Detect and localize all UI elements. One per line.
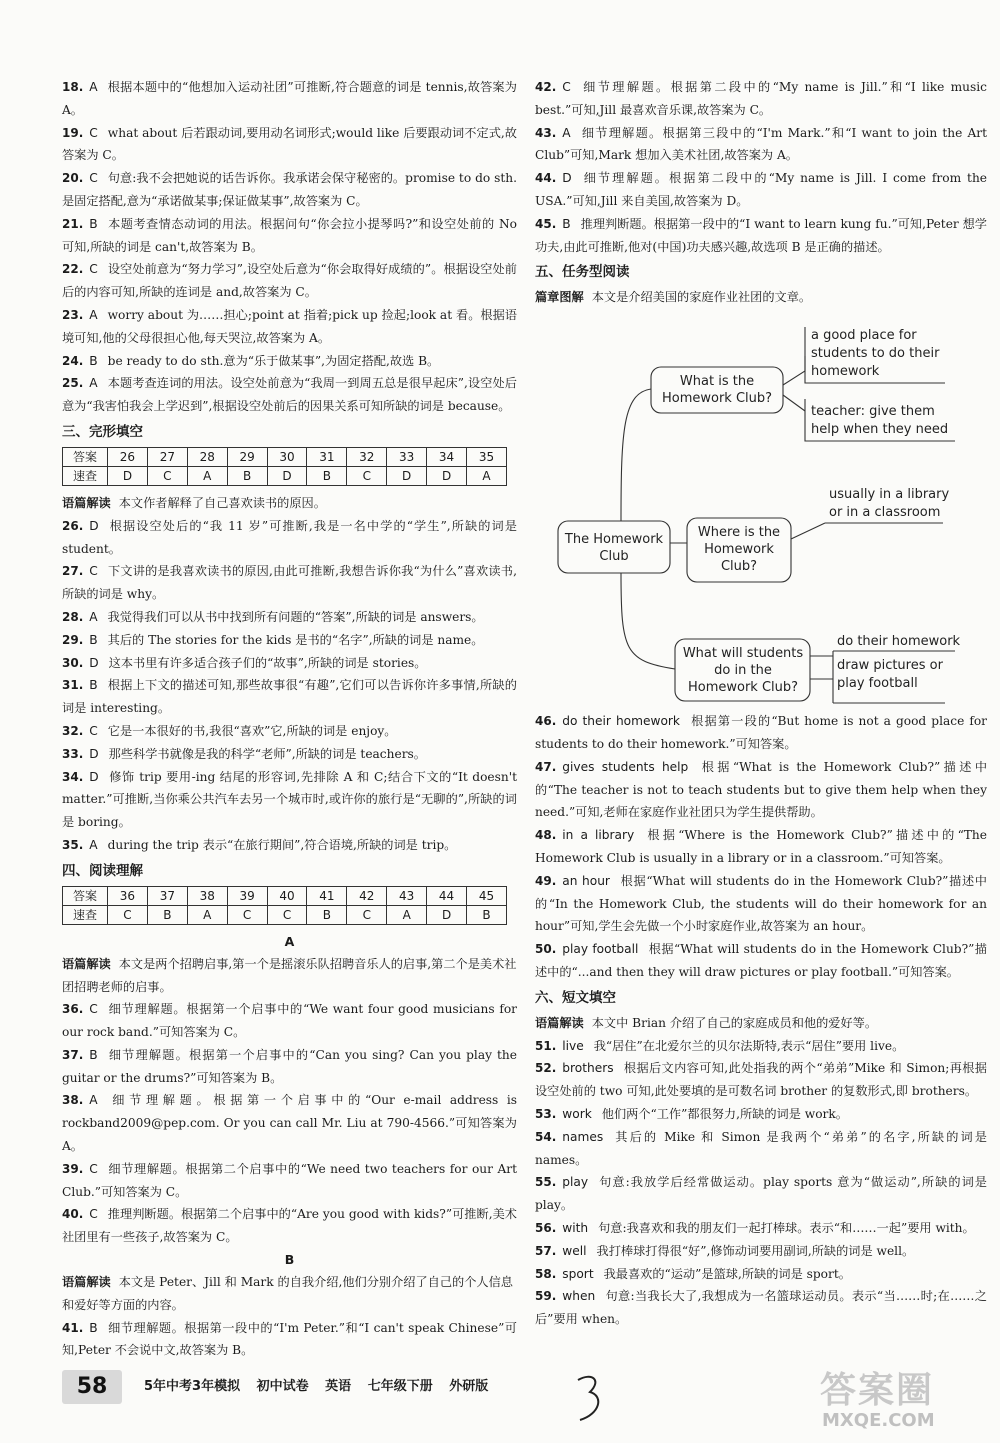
answer-item [62, 743, 517, 766]
question-number: 30. [62, 655, 84, 670]
answer-choice: B [562, 216, 571, 231]
mind-map [535, 311, 987, 706]
passage-summary [62, 492, 517, 515]
answer-choice: B [89, 353, 98, 368]
explanation-text: 我打棒球打得很“好”,修饰动词要用副词,所缺的词是 well。 [596, 1243, 915, 1258]
table-cell: A [187, 905, 227, 924]
question-number: 58. [535, 1266, 557, 1281]
answer-choice: B [89, 1320, 98, 1335]
table-cell: 41 [307, 886, 347, 905]
answer-choice: C [89, 1161, 98, 1176]
answer-item [535, 1263, 987, 1286]
answer-choice: A [89, 609, 98, 624]
answer-item [62, 652, 517, 675]
table-cell: 36 [108, 886, 148, 905]
table-cell: A [187, 466, 227, 485]
explanation-text: 推理判断题。根据第二个启事中的“Are you good with kids?”可推断,美术社团里有一些孩子,故答案为 C。 [62, 1207, 517, 1245]
answer-item [62, 1044, 517, 1090]
answer-item [535, 756, 987, 824]
answer-choice: C [89, 1207, 98, 1222]
question-number: 53. [535, 1106, 557, 1121]
table-cell: B [307, 905, 347, 924]
book-series: 初中试卷 [256, 1379, 309, 1394]
answer-choice: A [89, 80, 98, 94]
question-number: 59. [535, 1289, 557, 1304]
answer-choice: C [89, 171, 98, 186]
answer-item [535, 122, 987, 168]
answer-list [535, 1035, 987, 1331]
mind-map-question: What will students do in the Homework Club? [682, 646, 804, 696]
section-title-cloze: 三、完形填空 [62, 423, 143, 440]
mind-map-question: Where is the Homework Club? [697, 525, 781, 575]
answer-choice: an hour [562, 873, 610, 888]
table-cell: 42 [347, 886, 387, 905]
answer-item [62, 606, 517, 629]
answer-choice: live [562, 1038, 584, 1053]
answer-choice: C [89, 262, 98, 277]
mind-map-branch-line [621, 389, 651, 521]
explanation-text: 句意:我不会把她说的话告诉你。我承诺会保守秘密的。promise to do sth.是固定搭配,意为“承诺做某事;保证做某事”,故答案为 C。 [62, 171, 517, 208]
table-cell: C [147, 466, 187, 485]
explanation-text: 这本书里有许多适合孩子们的“故事”,所缺的词是 stories。 [108, 655, 427, 670]
table-cell: 31 [307, 447, 347, 466]
page-number: 58 [62, 1370, 122, 1404]
explanation-text: 句意:我喜欢和我的朋友们一起打棒球。表示“和……一起”要用 with。 [598, 1220, 975, 1235]
question-number: 46. [535, 714, 557, 729]
watermark-logo [820, 1362, 990, 1438]
answer-choice: B [89, 1047, 98, 1062]
question-number: 50. [535, 942, 557, 957]
answer-item [62, 1317, 517, 1363]
explanation-text: 我“居住”在北爱尔兰的贝尔法斯特,表示“居住”要用 live。 [593, 1038, 905, 1053]
explanation-text: 细节理解题。根据第一个启事中的“Can you sing? Can you play the guitar or the drums?”可知答案为 B。 [62, 1047, 517, 1085]
explanation-text: 细节理解题。根据第一个启事中的“Our e-mail address is rockband2009@pep.com. Or you can call Mr. Liu at 790-4566.”可知答案为 A。 [62, 1093, 517, 1154]
table-cell: C [347, 466, 387, 485]
answer-item [62, 629, 517, 652]
answer-item [62, 213, 517, 259]
summary-label: 语篇解读 [535, 1015, 584, 1030]
answer-choice: sport [562, 1266, 594, 1281]
explanation-text: worry about 为……担心;point at 指着;pick up 捡起;look at 看。根据语境可知,他的父母很担心他,每天哭泣,故答案为 A。 [62, 307, 517, 345]
answer-item [62, 674, 517, 720]
question-number: 48. [535, 828, 557, 843]
question-number: 52. [535, 1061, 557, 1076]
question-number: 28. [62, 609, 84, 624]
table-cell: 29 [227, 447, 267, 466]
answer-choice: play football [562, 942, 639, 957]
table-cell: C [267, 905, 307, 924]
explanation-text: 根据本题中的“他想加入运动社团”可推断,符合题意的词是 tennis,故答案为 A。 [62, 80, 517, 117]
mind-map-answer-line [791, 523, 825, 539]
explanation-text: 他们两个“工作”都很努力,所缺的词是 work。 [601, 1106, 848, 1121]
explanation-text: 句意:当我长大了,我想成为一名篮球运动员。表示“当……时;在……之后”要用 when。 [535, 1289, 987, 1327]
answer-choice: C [562, 80, 571, 94]
answer-choice: well [562, 1243, 587, 1258]
table-header-answer: 答案 [63, 886, 108, 905]
summary-text: 本文是两个招聘启事,第一个是摇滚乐队招聘音乐人的启事,第二个是美术社团招聘老师的启事。 [62, 956, 517, 994]
answer-choice: work [562, 1106, 592, 1121]
question-number: 19. [62, 125, 84, 140]
answer-item [535, 870, 987, 938]
question-number: 49. [535, 873, 557, 888]
table-header-quick: 速查 [63, 466, 108, 485]
answer-item [535, 1035, 987, 1058]
table-cell: A [467, 466, 507, 485]
answer-item [62, 167, 517, 213]
handwritten-mark-icon [570, 1370, 610, 1430]
table-cell: 43 [387, 886, 427, 905]
answer-choice: brothers [562, 1061, 614, 1076]
passage-letter-a: A [284, 933, 295, 949]
table-cell: 44 [427, 886, 467, 905]
answer-item [535, 1240, 987, 1263]
answer-item [535, 1057, 987, 1103]
explanation-text: 其后的 The stories for the kids 是书的“名字”,所缺的词是 name。 [107, 632, 484, 647]
table-cell: B [467, 905, 507, 924]
question-number: 55. [535, 1175, 557, 1190]
mind-map-center: The Homework Club [564, 532, 664, 565]
passage-letter-b: B [284, 1252, 295, 1268]
table-cell: 40 [267, 886, 307, 905]
mind-map-question: What is the Homework Club? [661, 374, 773, 407]
summary-text: 本文作者解释了自己喜欢读书的原因。 [118, 495, 326, 510]
answer-item [535, 1217, 987, 1240]
table-cell: D [427, 905, 467, 924]
answer-choice: when [562, 1289, 596, 1304]
answer-choice: play [562, 1175, 589, 1190]
table-cell: B [227, 466, 267, 485]
explanation-text: 细节理解题。根据第一个启事中的“We want four good musicians for our rock band.”可知答案为 C。 [62, 1002, 517, 1040]
question-number: 47. [535, 759, 557, 774]
passage-summary [535, 286, 987, 309]
answer-choice: do their homework [562, 714, 680, 729]
answer-item [62, 560, 517, 606]
left-column [62, 76, 517, 1362]
mind-map-answer-line [783, 356, 805, 385]
answer-item [62, 1158, 517, 1204]
answer-item [62, 1089, 517, 1157]
table-cell: 27 [147, 447, 187, 466]
explanation-text: during the trip 表示“在旅行期间”,符合语境,所缺的词是 trip。 [107, 837, 457, 852]
table-cell: C [227, 905, 267, 924]
answer-choice: C [89, 1002, 98, 1017]
answer-item [62, 76, 517, 122]
table-cell: 33 [387, 447, 427, 466]
page-footer [62, 1370, 582, 1404]
question-number: 34. [62, 769, 84, 784]
explanation-text: 它是一本很好的书,我很“喜欢”它,所缺的词是 enjoy。 [107, 723, 397, 738]
question-number: 41. [62, 1320, 84, 1335]
question-number: 37. [62, 1047, 84, 1062]
answer-item [62, 258, 517, 304]
table-cell: 45 [467, 886, 507, 905]
answer-table-cloze [62, 447, 507, 486]
question-number: 25. [62, 376, 84, 391]
section-title-task-reading: 五、任务型阅读 [535, 264, 630, 281]
table-header-answer: 答案 [63, 447, 108, 466]
explanation-text: 下文讲的是我喜欢读书的原因,由此可推断,我想告诉你我“为什么”喜欢读书,所缺的词是 why。 [62, 564, 517, 602]
question-number: 40. [62, 1207, 84, 1222]
explanation-text: 细节理解题。根据第二段中的“My name is Jill.”和“I like music best.”可知,Jill 最喜欢音乐课,故答案为 C。 [535, 80, 987, 117]
answer-item [535, 76, 987, 122]
answer-choice: gives students help [562, 759, 689, 774]
answer-table-reading [62, 886, 507, 925]
table-cell: 30 [267, 447, 307, 466]
answer-choice: A [89, 307, 98, 322]
table-cell: D [427, 466, 467, 485]
question-number: 36. [62, 1002, 84, 1017]
table-cell: 34 [427, 447, 467, 466]
answer-item [62, 372, 517, 418]
question-number: 42. [535, 80, 557, 94]
question-number: 27. [62, 564, 84, 579]
answer-choice: A [89, 376, 98, 391]
table-cell: 28 [187, 447, 227, 466]
explanation-text: 本题考查情态动词的用法。根据问句“你会拉小提琴吗?”和设空处前的 No 可知,所缺的词是 can't,故答案为 B。 [62, 216, 517, 254]
table-cell: D [267, 466, 307, 485]
question-number: 21. [62, 216, 84, 231]
answer-item [62, 515, 517, 561]
table-cell: C [108, 905, 148, 924]
answer-list [535, 76, 987, 258]
answer-list [535, 710, 987, 984]
explanation-text: 其后的 Mike 和 Simon 是我两个“弟弟”的名字,所缺的词是 names。 [535, 1129, 987, 1167]
answer-choice: D [89, 655, 99, 670]
question-number: 29. [62, 632, 84, 647]
explanation-text: 根据“What will students do in the Homework Club?”描述中的“...and then they will draw pictures or play football.”可知答案。 [535, 942, 987, 979]
table-cell: C [347, 905, 387, 924]
explanation-text: 根据上下文的描述可知,那些故事很“有趣”,它们可以告诉你许多事情,所缺的词是 interesting。 [62, 678, 517, 716]
answer-item [62, 766, 517, 834]
question-number: 39. [62, 1161, 84, 1176]
answer-item [62, 350, 517, 373]
answer-choice: B [89, 216, 98, 231]
book-subject: 英语 [325, 1379, 352, 1394]
explanation-text: 本题考查连词的用法。设空处前意为“我周一到周五总是很早起床”,设空处后意为“我害怕我会上学迟到”,根据设空处前后的因果关系可知所缺的词是 because。 [62, 376, 517, 414]
mind-map-answer: a good place for students to do their homework [811, 328, 940, 380]
book-grade: 七年级下册 [367, 1379, 433, 1394]
table-cell: 39 [227, 886, 267, 905]
answer-item [535, 167, 987, 213]
answer-choice: C [89, 125, 98, 140]
answer-choice: B [89, 678, 98, 693]
answer-choice: in a library [562, 828, 635, 843]
watermark-url: MXQE.COM [822, 1410, 935, 1431]
explanation-text: 推理判断题。根据第一段中的“I want to learn kung fu.”可知,Peter 想学功夫,由此可推断,他对(中国)功夫感兴趣,故选项 B 是正确的描述。 [535, 216, 987, 254]
question-number: 44. [535, 171, 557, 186]
explanation-text: 根据后文内容可知,此处指我的两个“弟弟”Mike 和 Simon;再根据设空处前的 two 可知,此处要填的是可数名词 brother 的复数形式,即 brothers。 [535, 1061, 987, 1099]
question-number: 32. [62, 723, 84, 738]
answer-item [535, 1171, 987, 1217]
table-cell: D [387, 466, 427, 485]
summary-label: 篇章图解 [535, 290, 584, 305]
question-number: 57. [535, 1243, 557, 1258]
question-number: 35. [62, 837, 84, 852]
explanation-text: 细节理解题。根据第一段中的“I'm Peter.”和“I can't speak Chinese”可知,Peter 不会说中文,故答案为 B。 [62, 1320, 517, 1358]
question-number: 54. [535, 1129, 557, 1144]
table-cell: 38 [187, 886, 227, 905]
answer-item [62, 834, 517, 857]
table-cell: 32 [347, 447, 387, 466]
table-cell: B [147, 905, 187, 924]
answer-item [62, 122, 517, 168]
summary-label: 语篇解读 [62, 1275, 111, 1290]
summary-label: 语篇解读 [62, 495, 111, 510]
mind-map-branch-line [621, 573, 675, 669]
question-number: 45. [535, 216, 557, 231]
explanation-text: 根据第一段的“But home is not a good place for students to do their homework.”可知答案。 [535, 714, 987, 751]
question-number: 23. [62, 307, 84, 322]
answer-choice: D [89, 746, 99, 761]
answer-choice: C [89, 564, 98, 579]
passage-summary [62, 953, 517, 999]
answer-choice: D [89, 769, 99, 784]
table-cell: D [108, 466, 148, 485]
answer-item [535, 1126, 987, 1172]
explanation-text: 修饰 trip 要用-ing 结尾的形容词,先排除 A 和 C;结合下文的“It doesn't matter.”可推断,当你乘公共汽车去另一个城市时,或许你的旅行是“无聊的”,所缺的词是 boring。 [62, 769, 517, 830]
explanation-text: 根据“What is the Homework Club?”描述中的“The teacher is not to teach students but to give them help when they need.”可知,老师在家庭作业社团只为学生提供帮助。 [535, 759, 988, 820]
explanation-text: 细节理解题。根据第三段中的“I'm Mark.”和“I want to join the Art Club”可知,Mark 想加入美术社团,故答案为 A。 [535, 125, 987, 163]
answer-item [535, 1285, 987, 1331]
section-title-reading: 四、阅读理解 [62, 862, 143, 879]
question-number: 38. [62, 1093, 84, 1108]
table-cell: A [387, 905, 427, 924]
answer-list [62, 515, 517, 857]
question-number: 56. [535, 1220, 557, 1235]
explanation-text: 我最喜欢的“运动”是篮球,所缺的词是 sport。 [603, 1266, 851, 1281]
answer-choice: D [562, 171, 572, 186]
mind-map-answer-line [783, 395, 805, 411]
answer-choice: names [562, 1129, 604, 1144]
explanation-text: 根据“Where is the Homework Club?”描述中的“The Homework Club is usually in a library or in a classroom.”可知答案。 [535, 828, 987, 865]
question-number: 31. [62, 678, 84, 693]
right-column [535, 76, 987, 1331]
explanation-text: 那些科学书就像是我的科学“老师”,所缺的词是 teachers。 [108, 746, 426, 761]
question-number: 24. [62, 353, 84, 368]
passage-summary [535, 1012, 987, 1035]
answer-choice: D [89, 518, 99, 533]
answer-choice: A [562, 125, 571, 140]
question-number: 18. [62, 80, 84, 94]
answer-choice: C [89, 723, 98, 738]
summary-text: 本文是介绍美国的家庭作业社团的文章。 [591, 290, 812, 305]
table-header-quick: 速查 [63, 905, 108, 924]
summary-text: 本文中 Brian 介绍了自己的家庭成员和他的爱好等。 [591, 1015, 878, 1030]
explanation-text: 细节理解题。根据第二段中的“My name is Jill. I come from the USA.”可知,Jill 来自美国,故答案为 D。 [535, 171, 987, 208]
book-info [144, 1376, 500, 1398]
mind-map-answer: draw pictures or play football [837, 658, 943, 692]
book-title: 5年中考3年模拟 [144, 1379, 241, 1394]
book-edition: 外研版 [449, 1379, 489, 1394]
answer-item [535, 824, 987, 870]
answer-item [535, 938, 987, 984]
answer-choice: A [89, 837, 98, 852]
section-title-fill-blank: 六、短文填空 [535, 989, 616, 1006]
answer-list [62, 76, 517, 418]
question-number: 33. [62, 746, 84, 761]
question-number: 20. [62, 171, 84, 186]
mind-map-answer: do their homework [837, 634, 961, 650]
answer-item [535, 710, 987, 756]
answer-item [535, 213, 987, 259]
explanation-text: what about 后若跟动词,要用动名词形式;would like 后要跟动词不定式,故答案为 C。 [62, 125, 517, 163]
mind-map-answer: usually in a library or in a classroom [829, 487, 950, 521]
question-number: 51. [535, 1038, 557, 1053]
passage-summary [62, 1271, 517, 1317]
summary-text: 本文是 Peter、Jill 和 Mark 的自我介绍,他们分别介绍了自己的个人信息和爱好等方面的内容。 [62, 1275, 513, 1312]
explanation-text: be ready to do sth.意为“乐于做某事”,为固定搭配,故选 B。 [107, 353, 440, 368]
table-cell: B [307, 466, 347, 485]
answer-item [535, 1103, 987, 1126]
question-number: 43. [535, 125, 557, 140]
explanation-text: 细节理解题。根据第二个启事中的“We need two teachers for our Art Club.”可知答案为 C。 [62, 1161, 517, 1199]
answer-choice: A [89, 1093, 98, 1108]
question-number: 26. [62, 518, 84, 533]
explanation-text: 根据“What will students do in the Homework Club?”描述中的“In the Homework Club, the students will do their homework for an hour”可知,学生会先做一个小时家庭作业,故答案为 an hour。 [535, 873, 987, 934]
answer-list [62, 1317, 517, 1363]
table-cell: 35 [467, 447, 507, 466]
explanation-text: 我觉得我们可以从书中找到所有问题的“答案”,所缺的词是 answers。 [107, 609, 484, 624]
answer-item [62, 304, 517, 350]
mind-map-answer: teacher: give them help when they need [811, 404, 949, 438]
watermark-title: 答案圈 [820, 1370, 935, 1411]
answer-item [62, 1203, 517, 1249]
answer-item [62, 998, 517, 1044]
answer-list [62, 998, 517, 1249]
explanation-text: 设空处前意为“努力学习”,设空处后意为“你会取得好成绩的”。根据设空处前后的内容可知,所缺的连词是 and,故答案为 C。 [62, 262, 517, 300]
explanation-text: 句意:我放学后经常做运动。play sports 意为“做运动”,所缺的词是 play。 [535, 1175, 987, 1213]
explanation-text: 根据设空处后的“我 11 岁”可推断,我是一名中学的“学生”,所缺的词是 student。 [62, 518, 517, 556]
question-number: 22. [62, 262, 84, 277]
table-cell: 26 [108, 447, 148, 466]
answer-item [62, 720, 517, 743]
answer-choice: with [562, 1220, 589, 1235]
table-cell: 37 [147, 886, 187, 905]
answer-choice: B [89, 632, 98, 647]
summary-label: 语篇解读 [62, 956, 111, 971]
